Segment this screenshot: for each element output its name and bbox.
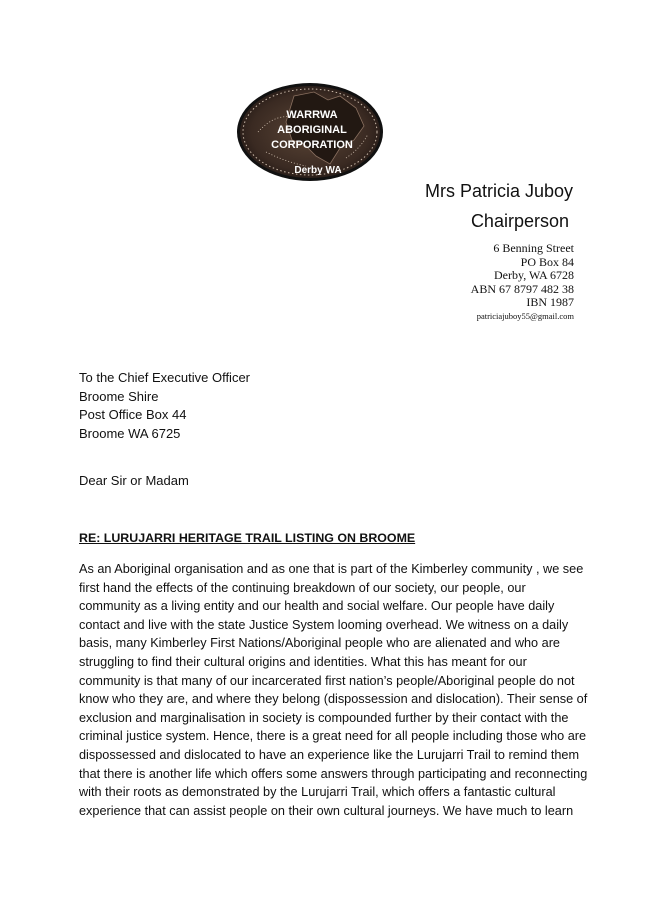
recipient-line: Broome WA 6725 bbox=[79, 425, 181, 441]
body-line: that there is another life which offers some answers through participating and reconnecting bbox=[79, 766, 588, 781]
recipient-address bbox=[79, 369, 250, 443]
body-line: first hand the effects of the continuing breakdown of our society, our people, our bbox=[79, 580, 526, 595]
address-line: ABN 67 8797 482 38 bbox=[470, 281, 574, 296]
body-line: experience that can assist people on their own cultural journeys. We have much to learn bbox=[79, 803, 574, 818]
address-line: PO Box 84 bbox=[520, 254, 574, 269]
logo-line-4: Derby WA bbox=[294, 165, 342, 176]
body-line: struggling to find their cultural origins and identities. What this has meant for our bbox=[79, 654, 527, 669]
letter-body bbox=[79, 560, 588, 820]
logo-line-1: WARRWA bbox=[286, 109, 338, 121]
recipient-line: Post Office Box 44 bbox=[79, 407, 187, 422]
recipient-line: Broome Shire bbox=[79, 388, 159, 404]
address-line: IBN 1987 bbox=[526, 295, 574, 310]
signatory-name: Mrs Patricia Juboy bbox=[424, 181, 573, 201]
body-line: community is that many of our incarcerated first nation’s people/Aboriginal people do not bbox=[79, 673, 575, 688]
body-line: contact and live with the state Justice System looming overhead. We witness on a daily bbox=[79, 617, 569, 632]
body-line: As an Aboriginal organisation and as one that is part of the Kimberley community , we see bbox=[79, 562, 584, 576]
address-line: Derby, WA 6728 bbox=[494, 268, 574, 283]
body-line: exclusion and marginalisation in society is compounded further by their contact with the bbox=[79, 710, 569, 725]
recipient-line: To the Chief Executive Officer bbox=[79, 370, 251, 385]
address-line: 6 Benning Street bbox=[493, 241, 574, 255]
logo-line-2: ABORIGINAL bbox=[277, 124, 347, 136]
salutation: Dear Sir or Madam bbox=[79, 473, 189, 488]
body-line: with their roots as demonstrated by the Lurujarri Trail, which offers a fantastic cultural bbox=[79, 785, 556, 800]
signatory-role: Chairperson bbox=[470, 211, 569, 231]
body-line: basis, many Kimberley First Nations/Aboriginal people who are alienated and who are bbox=[79, 636, 560, 651]
body-line: criminal justice system. Hence, there is a great need for all people including those who are bbox=[79, 729, 587, 744]
sender-address bbox=[471, 242, 574, 322]
subject-line: RE: LURUJARRI HERITAGE TRAIL LISTING ON BROOME bbox=[79, 531, 416, 545]
email-link[interactable]: patriciajuboy55@gmail.com bbox=[476, 310, 574, 321]
body-line: community as a living entity and our health and social welfare. Our people have daily bbox=[79, 599, 555, 614]
body-line: know who they are, and where they belong (dispossession and dislocation). Their sense of bbox=[79, 692, 588, 707]
body-line: dispossessed and dislocated to have an experience like the Lurujarri Trail to remind them bbox=[79, 747, 580, 762]
corporation-logo bbox=[236, 82, 384, 182]
logo-line-3: CORPORATION bbox=[271, 139, 353, 151]
